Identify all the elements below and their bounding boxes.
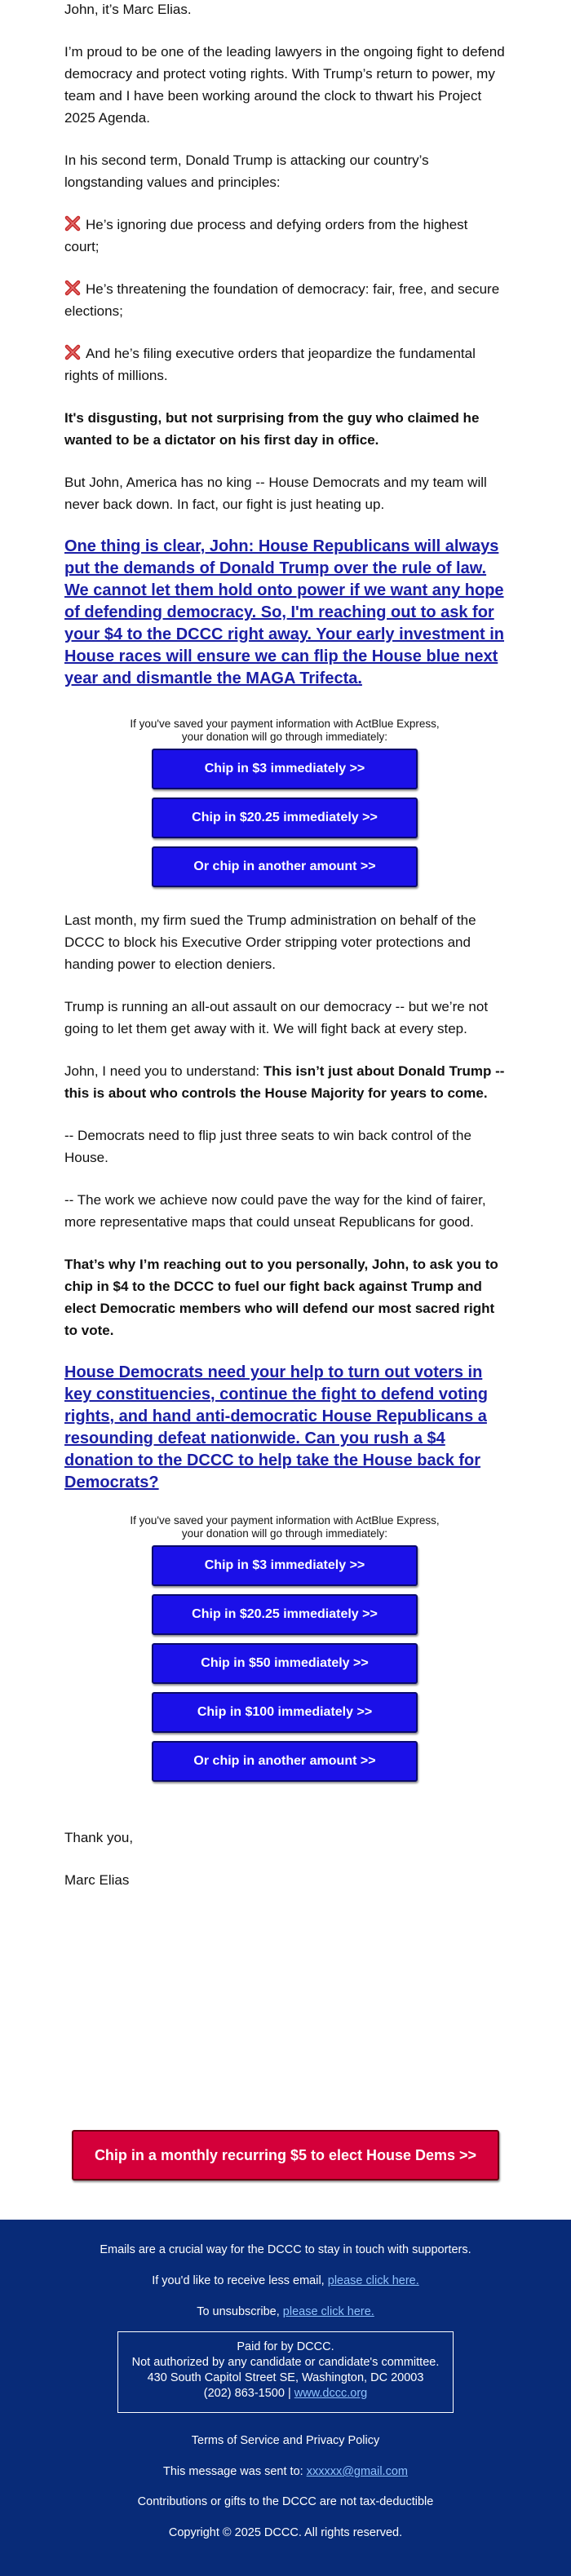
- footer-not-deductible: Contributions or gifts to the DCCC are not tax-deductible: [137, 2495, 434, 2508]
- work-achieve-paragraph: -- The work we achieve now could pave the way for the kind of fairer, more representative maps that could unseat Republicans for good.: [64, 1192, 486, 1230]
- email-body: [64, 0, 505, 1891]
- signature: Marc Elias: [64, 1872, 130, 1888]
- not-authorized-line: Not authorized by any candidate or candidate's committee.: [131, 2356, 440, 2369]
- chip-in-20-25-button[interactable]: Chip in $20.25 immediately >>: [152, 798, 418, 838]
- chip-in-3-button[interactable]: Chip in $3 immediately >>: [152, 749, 418, 789]
- terms-privacy-link[interactable]: Terms of Service and Privacy Policy: [191, 2434, 380, 2447]
- less-email-link[interactable]: please click here.: [327, 2274, 419, 2287]
- contact-line: [118, 2386, 453, 2401]
- bullet-text: He’s ignoring due process and defying orders from the highest court;: [64, 217, 468, 254]
- chip-in-other-amount-button[interactable]: Or chip in another amount >>: [152, 1741, 418, 1782]
- bullet-item: [64, 214, 505, 258]
- actblue-note-line: your donation will go through immediately:: [181, 731, 388, 743]
- footer: [0, 2220, 571, 2576]
- chip-in-20-25-button[interactable]: Chip in $20.25 immediately >>: [152, 1594, 418, 1635]
- last-month-paragraph: Last month, my firm sued the Trump administration on behalf of the DCCC to block his Executive Order stripping voter protections and handing power to election deniers.: [64, 912, 476, 972]
- footer-crucial-text: Emails are a crucial way for the DCCC to stay in touch with supporters.: [100, 2243, 471, 2256]
- unsubscribe-link[interactable]: please click here.: [282, 2305, 374, 2318]
- flip-seats-paragraph: -- Democrats need to flip just three seats to win back control of the House.: [64, 1128, 471, 1165]
- chip-in-3-button[interactable]: Chip in $3 immediately >>: [152, 1545, 418, 1586]
- separator: |: [284, 2387, 294, 2400]
- cross-mark-icon: [64, 344, 81, 360]
- donation-button-group: [64, 749, 505, 887]
- no-king-paragraph: But John, America has no king -- House Democrats and my team will never back down. In fact, our fight is just heating up.: [64, 475, 487, 512]
- greeting: John, it’s Marc Elias.: [64, 2, 192, 17]
- bullet-text: And he’s filing executive orders that jeopardize the fundamental rights of millions.: [64, 346, 476, 383]
- actblue-note-line: your donation will go through immediately:: [181, 1527, 388, 1540]
- bullet-text: He’s threatening the foundation of democracy: fair, free, and secure elections;: [64, 281, 500, 319]
- monthly-recurring-button[interactable]: Chip in a monthly recurring $5 to elect House Dems >>: [72, 2130, 499, 2181]
- understand-emphasis: This isn’t just about Donald Trump -- this is about who controls the House Majority for years to come.: [64, 1063, 505, 1101]
- chip-in-50-button[interactable]: Chip in $50 immediately >>: [152, 1643, 418, 1684]
- intro-paragraph: I’m proud to be one of the leading lawyers in the ongoing fight to defend democracy and protect voting rights. With Trump’s return to power, my team and I have been working around the clock to thwart his Project 2025 Agenda.: [64, 44, 505, 126]
- cross-mark-icon: [64, 215, 81, 232]
- sent-to-email-link[interactable]: xxxxxx@gmail.com: [306, 2465, 408, 2478]
- all-out-paragraph: Trump is running an all-out assault on our democracy -- but we’re not going to let them get away with it. We will fight back at every step.: [64, 999, 489, 1036]
- donation-callout-link[interactable]: House Democrats need your help to turn out voters in key constituencies, continue the fight to defend voting rights, and hand anti-democratic House Republicans a resounding defeat nationwide. Can you rush a $4 donation to the DCCC to help take the House back for Democrats?: [64, 1363, 488, 1491]
- actblue-note-line: If you've saved your payment information with ActBlue Express,: [130, 718, 440, 730]
- unsubscribe-text: To unsubscribe,: [197, 2305, 283, 2318]
- actblue-express-note: [64, 1514, 505, 1540]
- less-email-text: If you'd like to receive less email,: [152, 2274, 328, 2287]
- website-link[interactable]: www.dccc.org: [294, 2387, 368, 2400]
- second-term-paragraph: In his second term, Donald Trump is attacking our country’s longstanding values and principles:: [64, 152, 429, 190]
- chip-in-100-button[interactable]: Chip in $100 immediately >>: [152, 1692, 418, 1733]
- actblue-note-line: If you've saved your payment information with ActBlue Express,: [130, 1514, 440, 1527]
- donation-callout-link[interactable]: One thing is clear, John: House Republicans will always put the demands of Donald Trump over the rule of law. We cannot let them hold onto power if we want any hope of defending democracy. So, I'm reaching out to ask for your $4 to the DCCC right away. Your early investment in House races will ensure we can flip the House blue next year and dismantle the MAGA Trifecta.: [64, 537, 505, 687]
- disgusting-paragraph: It's disgusting, but not surprising from the guy who claimed he wanted to be a dictator on his first day in office.: [64, 410, 480, 448]
- address-line: 430 South Capitol Street SE, Washington, DC 20003: [147, 2371, 424, 2384]
- footer-sent-to: [0, 2464, 571, 2479]
- thank-you: Thank you,: [64, 1830, 134, 1845]
- understand-paragraph: [64, 1060, 505, 1104]
- footer-copyright: Copyright © 2025 DCCC. All rights reserved.: [168, 2526, 403, 2539]
- donation-button-group: [64, 1545, 505, 1782]
- sent-to-text: This message was sent to:: [163, 2465, 307, 2478]
- understand-lead: John, I need you to understand:: [64, 1063, 263, 1079]
- bullet-item: [64, 342, 505, 387]
- phone: (202) 863-1500: [203, 2387, 285, 2400]
- bullet-item: [64, 278, 505, 322]
- reaching-out-paragraph: That’s why I’m reaching out to you personally, John, to ask you to chip in $4 to the DCCC to fuel our fight back against Trump and elect Democratic members who will defend our most sacred right to vote.: [64, 1257, 498, 1338]
- footer-less-email: [0, 2273, 571, 2288]
- actblue-express-note: [64, 718, 505, 744]
- chip-in-other-amount-button[interactable]: Or chip in another amount >>: [152, 846, 418, 887]
- cross-mark-icon: [64, 280, 81, 296]
- footer-unsubscribe: [0, 2304, 571, 2319]
- paid-for-box: [117, 2331, 454, 2413]
- paid-for-line: Paid for by DCCC.: [237, 2340, 334, 2353]
